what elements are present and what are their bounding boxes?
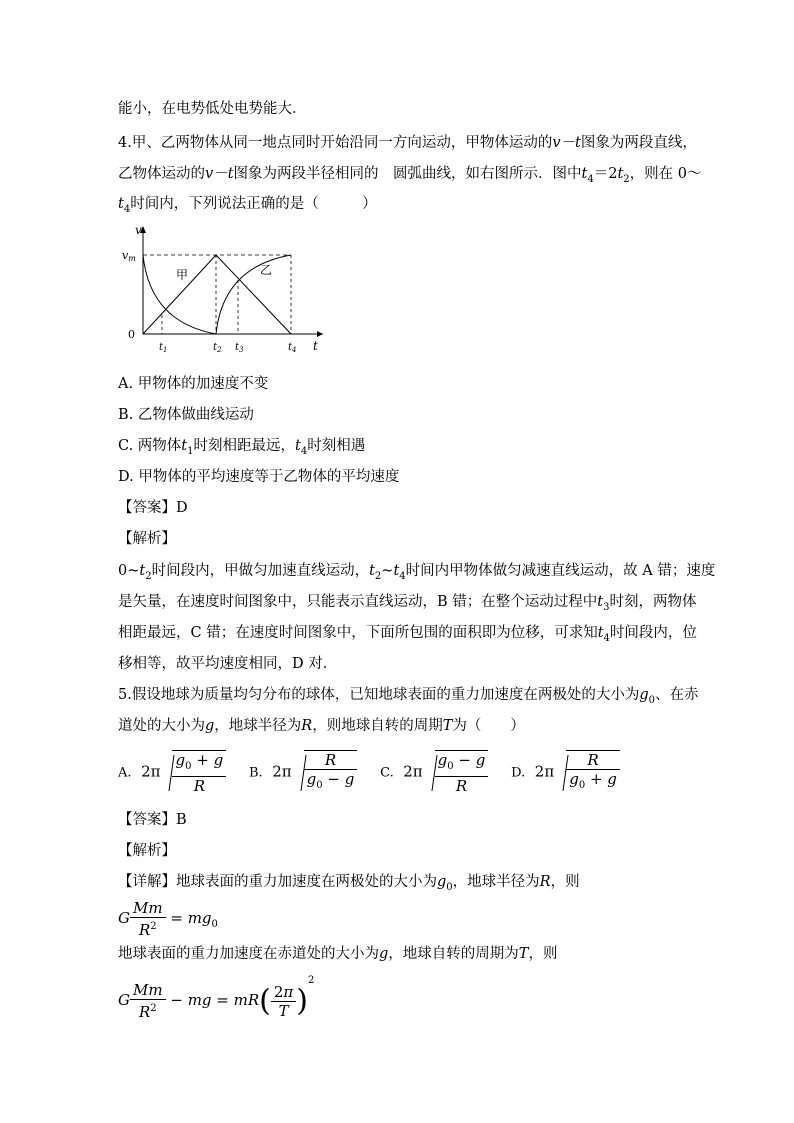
label-jia: 甲 — [176, 268, 189, 282]
axis-label-v: v — [135, 223, 142, 237]
option-5a[interactable]: A. 2π $\frac{g_0 + g}{R}$ — [118, 750, 226, 795]
question-4-line2: 乙物体运动的v－t图象为两段半径相同的 圆弧曲线，如右图所示．图中$t_4=2t_2$，则在 0～ — [118, 166, 702, 185]
tick-t4: $t_4$ — [288, 342, 297, 354]
option-4c[interactable]: C. 两物体$t_1$时刻相距最远，$t_4$时刻相遇 — [118, 438, 366, 457]
label-yi: 乙 — [260, 263, 273, 277]
question-4-line3: $t_4$时间内，下列说法正确的是（ ） — [118, 196, 377, 215]
option-5c[interactable]: C. 2π $\frac{g_0 - g}{R}$ — [380, 750, 488, 795]
analysis-label-4: 【解析】 — [118, 531, 176, 547]
question-4-line1: 4.甲、乙两物体从同一地点同时开始沿同一方向运动，甲物体运动的v－t图象为两段直线， — [118, 135, 697, 151]
question-5-line2: 道处的大小为g，地球半径为R，则地球自转的周期T为（ ） — [118, 718, 525, 734]
option-5d[interactable]: D. 2π $\frac{R}{g_0 + g}$ — [511, 750, 620, 795]
option-4b[interactable]: B. 乙物体做曲线运动 — [118, 407, 254, 423]
label-vm: vm — [122, 249, 136, 263]
analysis-4-line4: 移相等，故平均速度相同，D 对． — [118, 656, 338, 672]
origin-label: 0 — [128, 328, 135, 341]
option-5b[interactable]: B. 2π $\frac{R}{g_0 - g}$ — [249, 750, 357, 795]
text-line: 能小，在电势低处电势能大． — [118, 101, 307, 117]
answer-4: 【答案】D — [118, 500, 188, 516]
formula-2: G $\frac{Mm}{R^2}$ − mg = mR( $\frac{2\pi}{T}$ )$^2$ — [118, 975, 315, 1021]
analysis-4-line2: 是矢量，在速度时间图象中，只能表示直线运动，B 错；在整个运动过程中$t_3$时刻，两物体 — [118, 594, 697, 613]
analysis-4-line1: $0\sim t_2$时间段内，甲做匀加速直线运动，$t_2\sim t_4$时间内甲物体做匀减速直线运动，故 A 错；速度 — [118, 563, 716, 582]
detail-5-line1: 【详解】地球表面的重力加速度在两极处的大小为$g_0$，地球半径为R，则 — [118, 874, 580, 893]
option-4d[interactable]: D. 甲物体的平均速度等于乙物体的平均速度 — [118, 469, 400, 485]
answer-5: 【答案】B — [118, 812, 187, 828]
vt-graph — [118, 222, 328, 362]
tick-t2: $t_2$ — [213, 342, 222, 354]
question-5-line1: 5.假设地球为质量均匀分布的球体，已知地球表面的重力加速度在两极处的大小为$g_0$、在赤 — [118, 687, 699, 706]
detail-5-line2: 地球表面的重力加速度在赤道处的大小为g，地球自转的周期为T，则 — [118, 946, 558, 962]
tick-t1: $t_1$ — [159, 342, 168, 354]
option-5-row — [118, 750, 638, 795]
option-4a[interactable]: A. 甲物体的加速度不变 — [118, 376, 269, 392]
analysis-label-5: 【解析】 — [118, 843, 176, 859]
axis-label-t: t — [313, 339, 318, 353]
tick-t3: $t_3$ — [235, 342, 244, 354]
formula-1: G $\frac{Mm}{R^2}$ = $mg_0$ — [118, 899, 218, 939]
analysis-4-line3: 相距最远，C 错；在速度时间图象中，下面所包围的面积即为位移，可求知$t_4$时间段内，位 — [118, 625, 697, 644]
